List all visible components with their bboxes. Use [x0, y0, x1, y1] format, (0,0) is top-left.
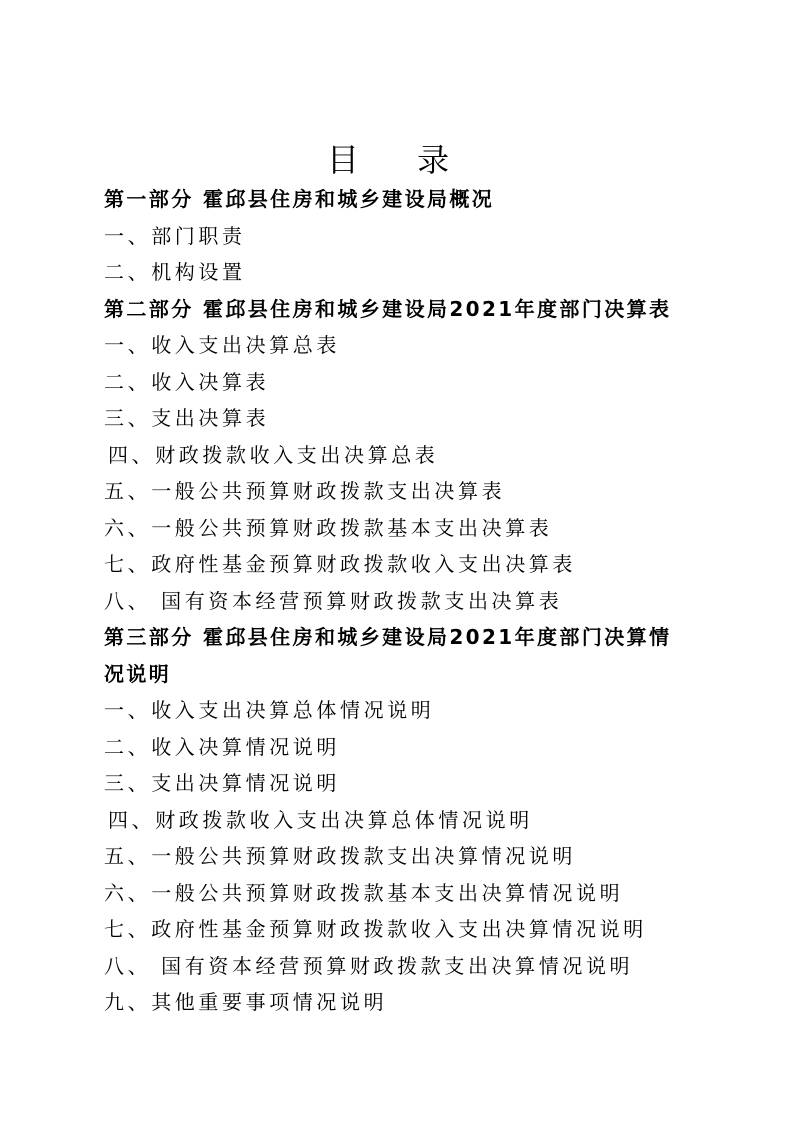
toc-item: 三、支出决算情况说明 [104, 771, 340, 795]
toc-item: 六、一般公共预算财政拨款基本支出决算表 [104, 515, 553, 540]
toc-item: 七、政府性基金预算财政拨款收入支出决算情况说明 [104, 917, 647, 941]
toc-item: 二、收入决算表 [104, 369, 270, 394]
toc-part-2: 第二部分 霍邱县住房和城乡建设局2021年度部门决算表 [104, 296, 672, 321]
toc-item: 一、部门职责 [104, 223, 246, 248]
page-title: 目 录 [326, 141, 474, 179]
toc-item: 一、收入支出决算总体情况说明 [104, 698, 435, 722]
toc-item: 四、财政拨款收入支出决算总表 [108, 442, 439, 467]
table-of-contents [104, 181, 744, 1021]
toc-part-3-continued: 况说明 [104, 661, 172, 686]
toc-item: 三、支出决算表 [104, 406, 270, 430]
toc-part-1: 第一部分 霍邱县住房和城乡建设局概况 [104, 187, 495, 211]
toc-item: 五、一般公共预算财政拨款支出决算表 [104, 479, 506, 503]
toc-item: 六、一般公共预算财政拨款基本支出决算情况说明 [104, 880, 624, 905]
toc-item: 九、其他重要事项情况说明 [104, 990, 388, 1014]
toc-item: 一、收入支出决算总表 [104, 333, 340, 357]
toc-item: 二、收入决算情况说明 [104, 734, 340, 759]
toc-item: 二、机构设置 [104, 260, 246, 284]
toc-item: 五、一般公共预算财政拨款支出决算情况说明 [104, 844, 576, 868]
toc-item: 八、 国有资本经营预算财政拨款支出决算表 [104, 588, 563, 613]
toc-item: 七、政府性基金预算财政拨款收入支出决算表 [104, 552, 576, 576]
toc-part-3: 第三部分 霍邱县住房和城乡建设局2021年度部门决算情 [104, 625, 672, 649]
toc-item: 八、 国有资本经营预算财政拨款支出决算情况说明 [104, 953, 634, 978]
toc-item: 四、财政拨款收入支出决算总体情况说明 [108, 807, 533, 832]
